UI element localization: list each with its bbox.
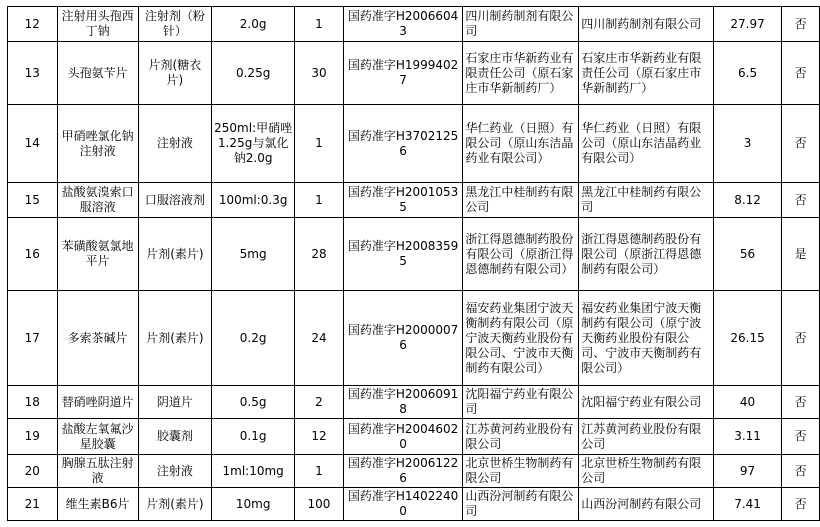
cell-price: 26.15 [713, 291, 781, 386]
cell-flag: 否 [782, 455, 820, 488]
table-row [8, 42, 820, 105]
table-row [8, 218, 820, 291]
cell-spec: 250ml:甲硝唑1.25g与氯化钠2.0g [212, 105, 295, 183]
cell-dosage-form: 片剂(素片) [138, 218, 211, 291]
cell-no: 19 [8, 419, 58, 455]
cell-license-holder: 石家庄市华新药业有限责任公司（原石家庄市华新制药厂） [579, 42, 714, 105]
cell-no: 13 [8, 42, 58, 105]
cell-drug-name: 替硝唑阴道片 [57, 386, 138, 419]
cell-dosage-form: 口服溶液剂 [138, 183, 211, 218]
table-body [8, 7, 820, 521]
cell-license-holder: 北京世桥生物制药有限公司 [579, 455, 714, 488]
cell-drug-name: 头孢氨苄片 [57, 42, 138, 105]
cell-drug-name: 苯磺酸氨氯地平片 [57, 218, 138, 291]
cell-license-holder: 江苏黄河药业股份有限公司 [579, 419, 714, 455]
table-row [8, 488, 820, 521]
cell-license-holder: 四川制药制剂有限公司 [579, 7, 714, 42]
cell-license-holder: 黑龙江中桂制药有限公司 [579, 183, 714, 218]
cell-drug-name: 盐酸氨溴索口服溶液 [57, 183, 138, 218]
table-row [8, 105, 820, 183]
cell-license-holder: 浙江得恩德制药股份有限公司（原浙江得恩德制药有限公司） [579, 218, 714, 291]
cell-drug-name: 注射用头孢西丁钠 [57, 7, 138, 42]
cell-spec: 0.25g [212, 42, 295, 105]
cell-price: 3 [713, 105, 781, 183]
cell-spec: 0.2g [212, 291, 295, 386]
cell-price: 40 [713, 386, 781, 419]
cell-no: 12 [8, 7, 58, 42]
cell-drug-name: 多索茶碱片 [57, 291, 138, 386]
cell-manufacturer: 黑龙江中桂制药有限公司 [463, 183, 579, 218]
cell-flag: 否 [782, 183, 820, 218]
cell-price: 6.5 [713, 42, 781, 105]
cell-manufacturer: 华仁药业（日照）有限公司（原山东洁晶药业有限公司） [463, 105, 579, 183]
cell-no: 21 [8, 488, 58, 521]
cell-manufacturer: 江苏黄河药业股份有限公司 [463, 419, 579, 455]
cell-drug-name: 甲硝唑氯化钠注射液 [57, 105, 138, 183]
table-row [8, 183, 820, 218]
cell-dosage-form: 片剂(素片) [138, 488, 211, 521]
cell-spec: 100ml:0.3g [212, 183, 295, 218]
cell-manufacturer: 沈阳福宁药业有限公司 [463, 386, 579, 419]
cell-pack-qty: 24 [295, 291, 344, 386]
cell-manufacturer: 北京世桥生物制药有限公司 [463, 455, 579, 488]
cell-approval-no: 国药准字H20060918 [343, 386, 463, 419]
cell-drug-name: 胸腺五肽注射液 [57, 455, 138, 488]
cell-dosage-form: 片剂(素片) [138, 291, 211, 386]
cell-pack-qty: 30 [295, 42, 344, 105]
cell-no: 20 [8, 455, 58, 488]
cell-license-holder: 华仁药业（日照）有限公司（原山东洁晶药业有限公司） [579, 105, 714, 183]
cell-manufacturer: 浙江得恩德制药股份有限公司（原浙江得恩德制药有限公司） [463, 218, 579, 291]
cell-no: 16 [8, 218, 58, 291]
cell-pack-qty: 1 [295, 7, 344, 42]
cell-spec: 10mg [212, 488, 295, 521]
cell-flag: 否 [782, 419, 820, 455]
cell-price: 3.11 [713, 419, 781, 455]
cell-approval-no: 国药准字H20010535 [343, 183, 463, 218]
cell-flag: 否 [782, 386, 820, 419]
cell-dosage-form: 注射液 [138, 105, 211, 183]
cell-manufacturer: 福安药业集团宁波天衡制药有限公司（原宁波天衡药业股份有限公司、宁波市天衡制药有限公司） [463, 291, 579, 386]
drug-list-table [7, 6, 820, 521]
cell-license-holder: 山西汾河制药有限公司 [579, 488, 714, 521]
cell-flag: 否 [782, 488, 820, 521]
cell-license-holder: 福安药业集团宁波天衡制药有限公司（原宁波天衡药业股份有限公司、宁波市天衡制药有限公司） [579, 291, 714, 386]
cell-drug-name: 盐酸左氧氟沙星胶囊 [57, 419, 138, 455]
cell-license-holder: 沈阳福宁药业有限公司 [579, 386, 714, 419]
cell-price: 7.41 [713, 488, 781, 521]
table-row [8, 386, 820, 419]
cell-no: 18 [8, 386, 58, 419]
cell-spec: 1ml:10mg [212, 455, 295, 488]
cell-dosage-form: 注射剂（粉针） [138, 7, 211, 42]
cell-no: 14 [8, 105, 58, 183]
cell-price: 27.97 [713, 7, 781, 42]
table-row [8, 455, 820, 488]
cell-approval-no: 国药准字H20066043 [343, 7, 463, 42]
cell-spec: 2.0g [212, 7, 295, 42]
cell-pack-qty: 1 [295, 105, 344, 183]
cell-flag: 否 [782, 105, 820, 183]
cell-flag: 是 [782, 218, 820, 291]
cell-dosage-form: 片剂(糖衣片) [138, 42, 211, 105]
cell-spec: 0.1g [212, 419, 295, 455]
cell-dosage-form: 阴道片 [138, 386, 211, 419]
cell-dosage-form: 注射液 [138, 455, 211, 488]
cell-manufacturer: 石家庄市华新药业有限责任公司（原石家庄市华新制药厂） [463, 42, 579, 105]
table-row [8, 7, 820, 42]
cell-dosage-form: 胶囊剂 [138, 419, 211, 455]
cell-approval-no: 国药准字H20000076 [343, 291, 463, 386]
cell-approval-no: 国药准字H20061226 [343, 455, 463, 488]
cell-price: 56 [713, 218, 781, 291]
cell-approval-no: 国药准字H19994027 [343, 42, 463, 105]
cell-approval-no: 国药准字H20083595 [343, 218, 463, 291]
cell-spec: 0.5g [212, 386, 295, 419]
cell-flag: 否 [782, 291, 820, 386]
cell-manufacturer: 四川制药制剂有限公司 [463, 7, 579, 42]
cell-pack-qty: 2 [295, 386, 344, 419]
cell-pack-qty: 12 [295, 419, 344, 455]
cell-manufacturer: 山西汾河制药有限公司 [463, 488, 579, 521]
cell-flag: 否 [782, 7, 820, 42]
cell-approval-no: 国药准字H20046020 [343, 419, 463, 455]
table-row [8, 419, 820, 455]
cell-pack-qty: 100 [295, 488, 344, 521]
cell-no: 15 [8, 183, 58, 218]
cell-price: 8.12 [713, 183, 781, 218]
cell-spec: 5mg [212, 218, 295, 291]
table-row [8, 291, 820, 386]
cell-approval-no: 国药准字H37021256 [343, 105, 463, 183]
cell-drug-name: 维生素B6片 [57, 488, 138, 521]
cell-pack-qty: 28 [295, 218, 344, 291]
cell-pack-qty: 1 [295, 183, 344, 218]
cell-approval-no: 国药准字H14022400 [343, 488, 463, 521]
cell-price: 97 [713, 455, 781, 488]
cell-flag: 否 [782, 42, 820, 105]
cell-no: 17 [8, 291, 58, 386]
cell-pack-qty: 1 [295, 455, 344, 488]
